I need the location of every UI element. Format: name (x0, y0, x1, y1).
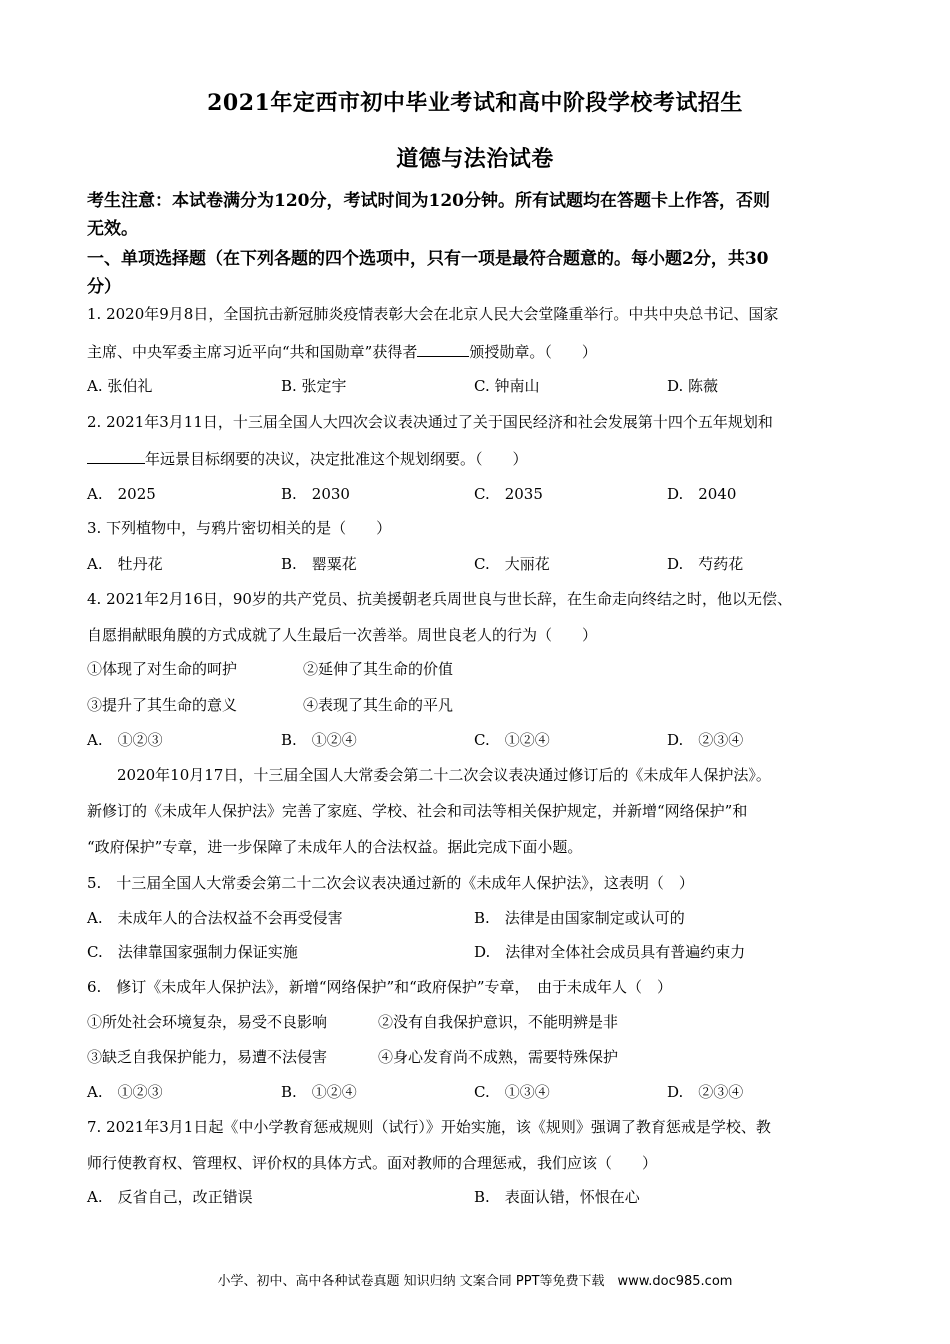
q3-option-d: D. 芍药花 (667, 555, 744, 573)
section-1-heading-cont: 分） (87, 277, 121, 297)
passage-line-1: 2020年10月17日，十三届全国人大常委会第二十二次会议表决通过修订后的《未成年人保护法》。 (117, 766, 771, 784)
q1-stem-text-a: 主席、中央军委主席习近平向“共和国勋章”获得者 (87, 343, 418, 361)
q4-statement-1: ①体现了对生命的呵护 (87, 660, 238, 678)
notice-line-1: 考生注意：本试卷满分为120分，考试时间为120分钟。所有试题均在答题卡上作答，否则 (87, 191, 770, 211)
q2-stem-line-2 (87, 448, 528, 469)
q2-stem-line-1: 2. 2021年3月11日，十三届全国人大四次会议表决通过了关于国民经济和社会发展第十四个五年规划和 (87, 413, 773, 431)
q5-option-a: A. 未成年人的合法权益不会再受侵害 (87, 909, 343, 927)
notice-line-2: 无效。 (87, 219, 138, 239)
q2-option-b: B. 2030 (281, 485, 350, 503)
q5-option-d: D. 法律对全体社会成员具有普遍约束力 (474, 943, 746, 961)
q2-option-a: A. 2025 (87, 485, 156, 503)
page-footer: 小学、初中、高中各种试卷真题 知识归纳 文案合同 PPT等免费下载 www.doc985.com (217, 1274, 733, 1289)
q2-stem-text: 年远景目标纲要的决议，决定批准这个规划纲要。（ ） (145, 450, 528, 468)
q4-option-c: C. ①②④ (474, 731, 550, 749)
q1-stem-line-2 (87, 341, 597, 362)
q5-option-b: B. 法律是由国家制定或认可的 (474, 909, 685, 927)
q4-statement-4: ④表现了其生命的平凡 (303, 696, 454, 714)
q1-stem-text-b: 颁授勋章。（ ） (469, 343, 597, 361)
q4-option-a: A. ①②③ (87, 731, 163, 749)
q4-option-d: D. ②③④ (667, 731, 744, 749)
exam-subtitle: 道德与法治试卷 (396, 146, 554, 172)
q3-option-a: A. 牡丹花 (87, 555, 163, 573)
q6-statement-1: ①所处社会环境复杂，易受不良影响 (87, 1013, 328, 1031)
q5-stem: 5. 十三届全国人大常委会第二十二次会议表决通过新的《未成年人保护法》，这表明（ ） (87, 874, 694, 892)
passage-line-2: 新修订的《未成年人保护法》完善了家庭、学校、社会和司法等相关保护规定，并新增“网络保护”和 (87, 802, 748, 820)
q6-option-d: D. ②③④ (667, 1083, 744, 1101)
exam-title: 2021年定西市初中毕业考试和高中阶段学校考试招生 (207, 90, 743, 116)
q5-option-c: C. 法律靠国家强制力保证实施 (87, 943, 298, 961)
q3-option-b: B. 罂粟花 (281, 555, 357, 573)
q4-statement-2: ②延伸了其生命的价值 (303, 660, 454, 678)
q6-option-c: C. ①③④ (474, 1083, 550, 1101)
q7-stem-line-1: 7. 2021年3月1日起《中小学教育惩戒规则（试行）》开始实施，该《规则》强调了教育惩戒是学校、教 (87, 1118, 771, 1136)
q3-stem: 3. 下列植物中，与鸦片密切相关的是（ ） (87, 519, 392, 537)
q1-blank (417, 355, 469, 357)
q1-option-d: D. 陈薇 (667, 377, 719, 395)
q6-statement-2: ②没有自我保护意识，不能明辨是非 (378, 1013, 619, 1031)
q6-option-b: B. ①②④ (281, 1083, 357, 1101)
section-1-heading: 一、单项选择题（在下列各题的四个选项中，只有一项是最符合题意的。每小题2分，共30 (87, 249, 769, 269)
q4-statement-3: ③提升了其生命的意义 (87, 696, 238, 714)
q4-stem-line-1: 4. 2021年2月16日，90岁的共产党员、抗美援朝老兵周世良与世长辞，在生命走向终结之时，他以无偿、 (87, 590, 792, 608)
q2-blank (87, 462, 145, 464)
q6-option-a: A. ①②③ (87, 1083, 163, 1101)
q7-stem-line-2: 师行使教育权、管理权、评价权的具体方式。面对教师的合理惩戒，我们应该（ ） (87, 1154, 658, 1172)
q2-option-d: D. 2040 (667, 485, 737, 503)
q4-stem-line-2: 自愿捐献眼角膜的方式成就了人生最后一次善举。周世良老人的行为（ ） (87, 626, 598, 644)
q7-option-b: B. 表面认错，怀恨在心 (474, 1188, 640, 1206)
q1-option-a: A. 张伯礼 (87, 377, 153, 395)
q6-stem: 6. 修订《未成年人保护法》，新增“网络保护”和“政府保护”专章， 由于未成年人（ ） (87, 978, 672, 996)
q6-statement-3: ③缺乏自我保护能力，易遭不法侵害 (87, 1048, 328, 1066)
passage-line-3: “政府保护”专章，进一步保障了未成年人的合法权益。据此完成下面小题。 (87, 838, 583, 856)
q1-option-b: B. 张定宇 (281, 377, 347, 395)
q2-option-c: C. 2035 (474, 485, 543, 503)
q6-statement-4: ④身心发育尚不成熟，需要特殊保护 (378, 1048, 619, 1066)
q1-stem-line-1: 1. 2020年9月8日，全国抗击新冠肺炎疫情表彰大会在北京人民大会堂隆重举行。中共中央总书记、国家 (87, 305, 779, 323)
q4-option-b: B. ①②④ (281, 731, 357, 749)
q3-option-c: C. 大丽花 (474, 555, 550, 573)
q7-option-a: A. 反省自己，改正错误 (87, 1188, 253, 1206)
q1-option-c: C. 钟南山 (474, 377, 540, 395)
